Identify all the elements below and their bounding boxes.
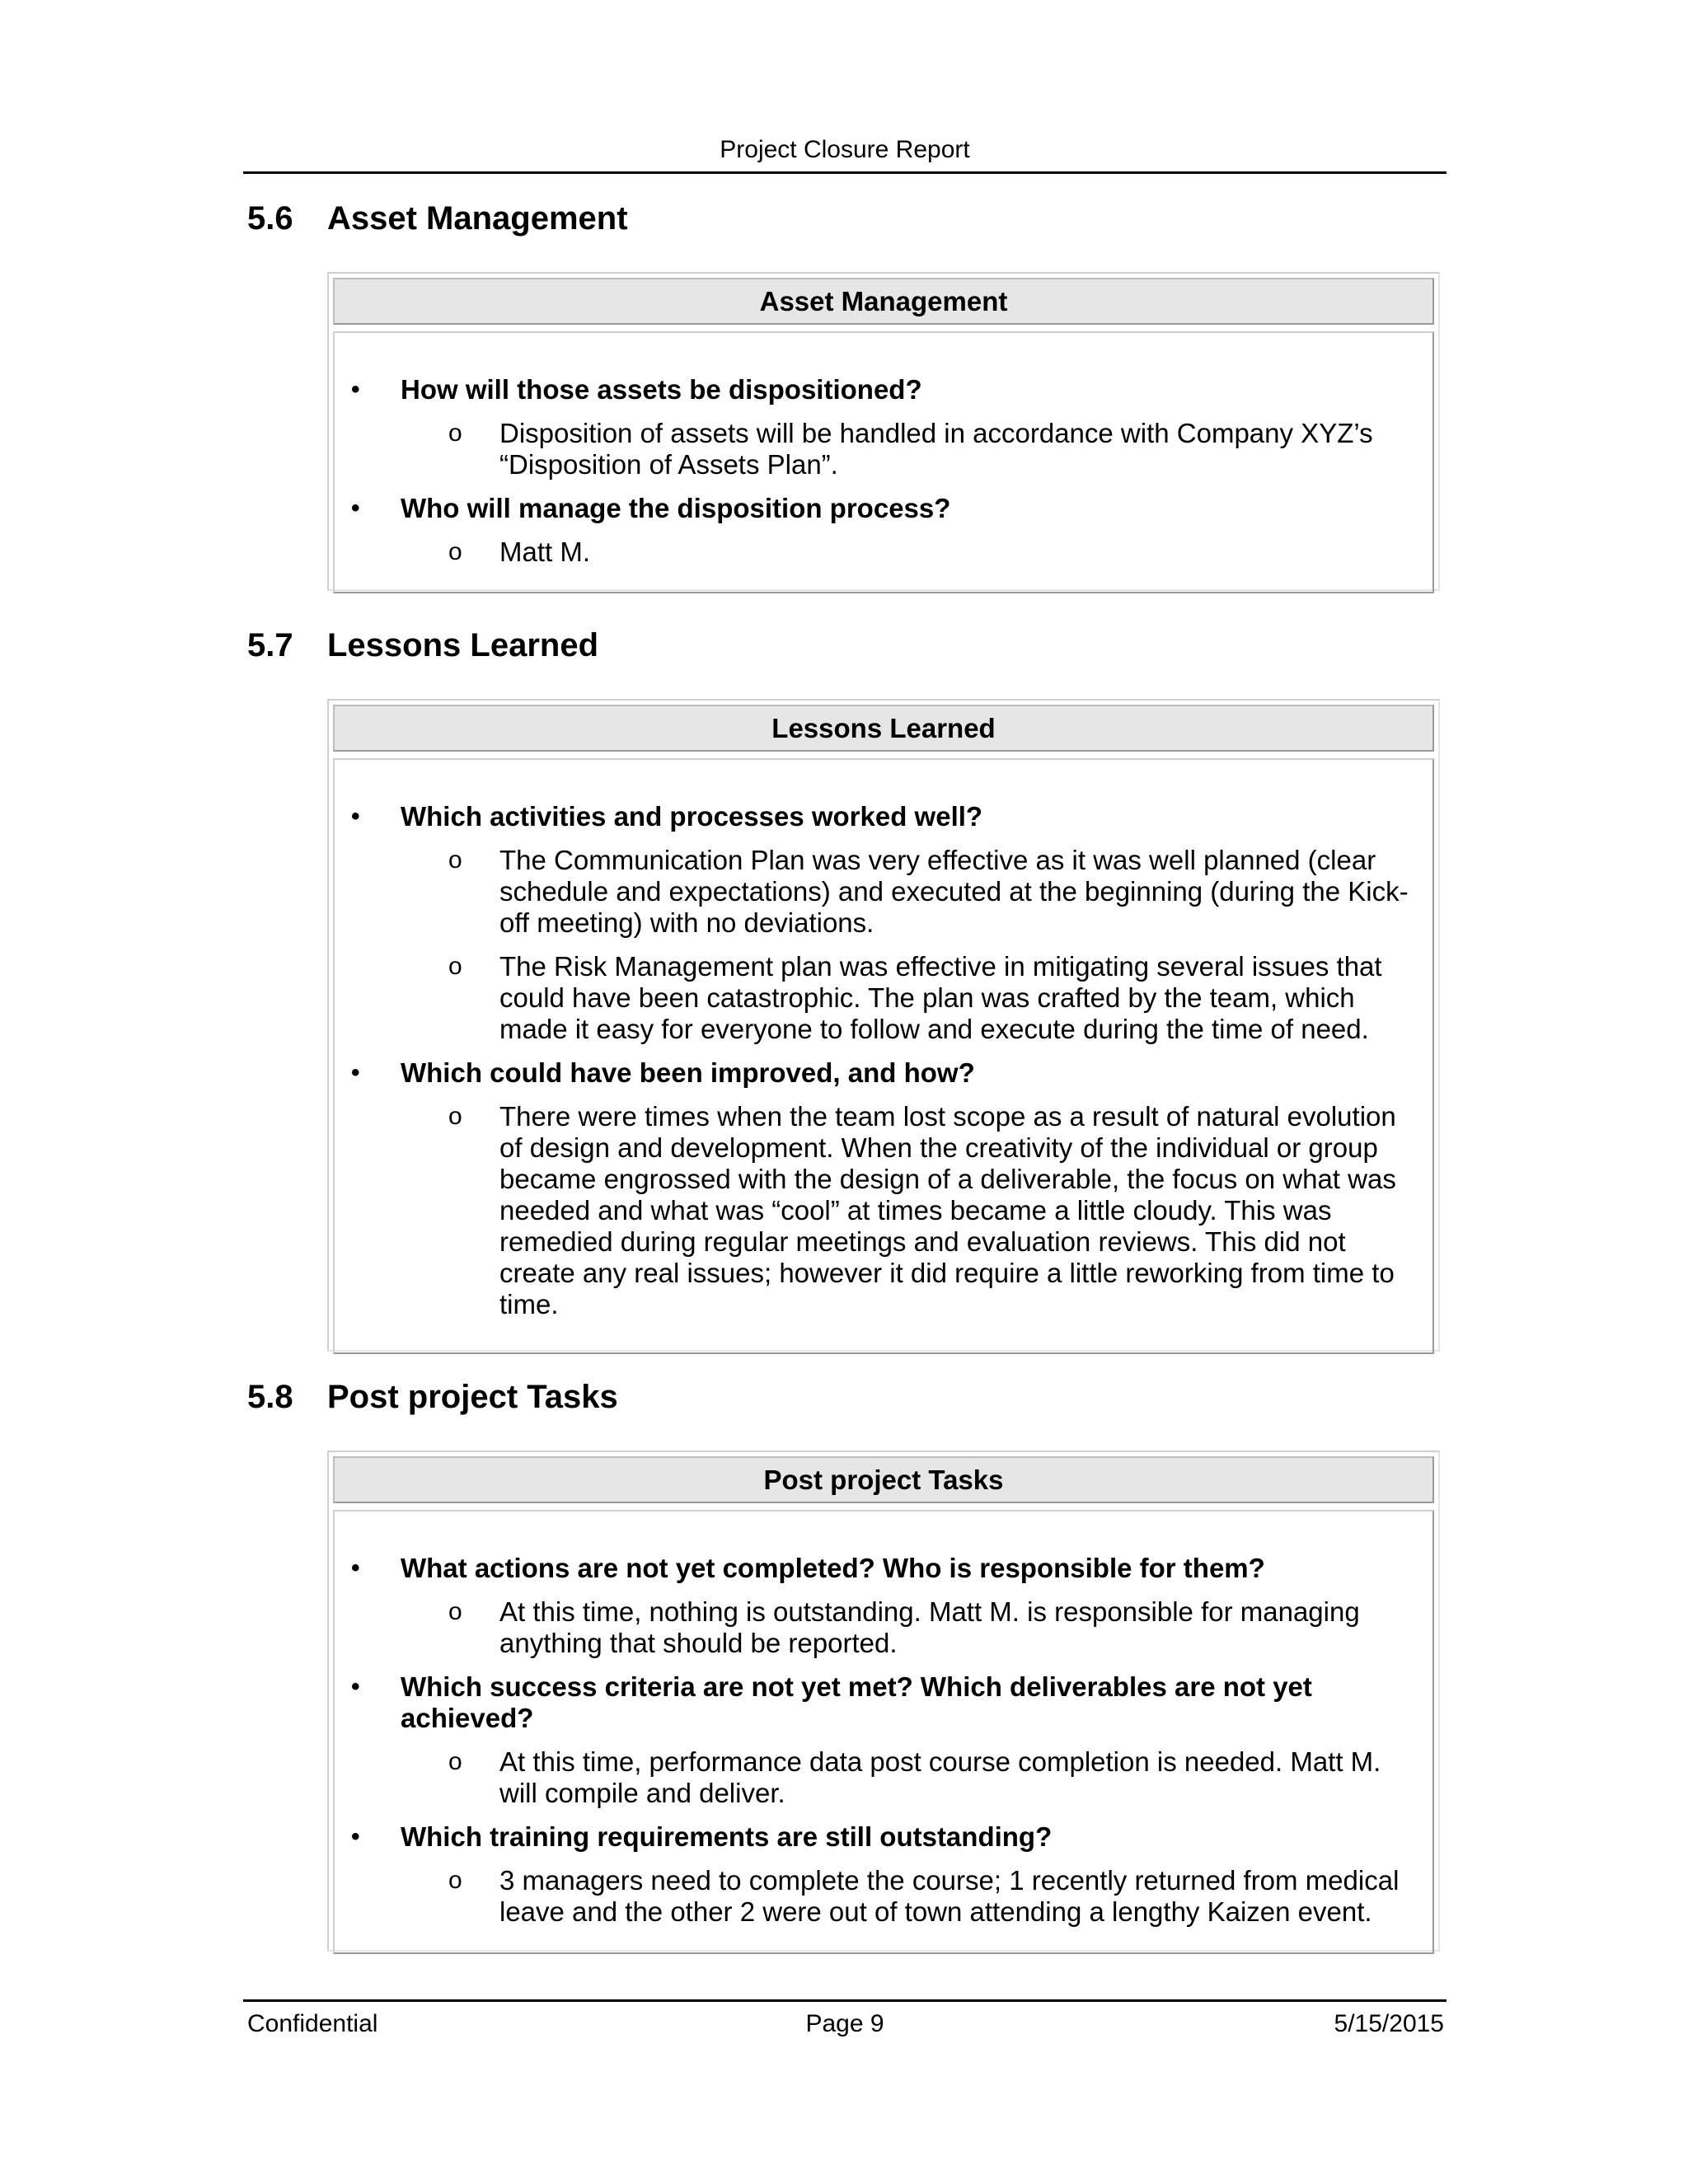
question-text: Which activities and processes worked well? [401,801,983,832]
section-title: Lessons Learned [327,627,599,663]
answer-item [335,418,1416,480]
page-footer [243,1999,1447,2043]
answer-item [335,951,1416,1045]
sub-bullet-icon: o [448,538,462,565]
footer-confidential: Confidential [247,2010,378,2037]
sub-bullet-icon: o [448,953,462,980]
bullet-icon: • [351,1673,360,1700]
sub-bullet-icon: o [448,1748,462,1775]
answer-item [335,1865,1416,1928]
answer-item [335,1101,1416,1320]
answer-text: There were times when the team lost scope as a result of natural evolution of design and development. When the creativity of the individual or group became engrossed with the design of a deliverable, the focus on what was needed and what was “cool” at times became a little cloudy. This was remedied during regular meetings and evaluation reviews. This did not create any real issues; however it did require a little reworking from time to time. [499,1101,1396,1319]
section-number: 5.6 [247,200,293,237]
lessons-learned-table [327,699,1440,1352]
sub-bullet-icon: o [448,1867,462,1894]
answer-text: Disposition of assets will be handled in accordance with Company XYZ’s “Disposition of Assets Plan”. [499,418,1373,480]
question-text: How will those assets be dispositioned? [401,374,922,405]
section-title: Asset Management [327,200,628,237]
post-project-tasks-table [327,1451,1440,1952]
answer-text: The Communication Plan was very effective as it was well planned (clear schedule and expectations) and executed at the beginning (during the Kick-off meeting) with no deviations. [499,845,1409,938]
answer-text: The Risk Management plan was effective in mitigating several issues that could have been catastrophic. The plan was crafted by the team, which made it easy for everyone to follow and execute during the time of need. [499,951,1382,1044]
question-item [335,801,1416,832]
footer-date: 5/15/2015 [1334,2010,1444,2037]
question-item [335,1553,1416,1584]
answer-item [335,1596,1416,1659]
answer-item [335,845,1416,939]
question-item [335,493,1416,524]
asset-management-table [327,272,1440,591]
answer-text: At this time, nothing is outstanding. Matt M. is responsible for managing anything that should be reported. [499,1596,1360,1658]
footer-page-number: Page 9 [805,2010,884,2037]
bullet-icon: • [351,1554,360,1582]
question-text: Which could have been improved, and how? [401,1057,975,1088]
section-heading-asset-management [247,198,628,239]
bullet-icon: • [351,1059,360,1086]
question-item [335,1821,1416,1853]
question-text: What actions are not yet completed? Who is responsible for them? [401,1553,1265,1583]
section-number: 5.7 [247,627,293,663]
table-header: Post project Tasks [333,1456,1434,1503]
question-item [335,1057,1416,1089]
table-body [333,758,1434,1354]
question-text: Who will manage the disposition process? [401,493,951,523]
sub-bullet-icon: o [448,1598,462,1625]
header-title: Project Closure Report [720,136,970,163]
question-item [335,374,1416,405]
sub-bullet-icon: o [448,1103,462,1130]
bullet-icon: • [351,1823,360,1850]
page-header [243,132,1447,174]
bullet-icon: • [351,376,360,403]
sub-bullet-icon: o [448,846,462,874]
table-body [333,1510,1434,1954]
question-text: Which training requirements are still outstanding? [401,1821,1053,1852]
section-heading-post-project-tasks [247,1376,618,1418]
table-header: Asset Management [333,278,1434,325]
answer-text: 3 managers need to complete the course; 1 recently returned from medical leave and the other 2 were out of town attending a lengthy Kaizen event. [499,1865,1400,1927]
bullet-icon: • [351,494,360,522]
sub-bullet-icon: o [448,419,462,447]
answer-text: Matt M. [499,537,591,567]
question-text: Which success criteria are not yet met? Which deliverables are not yet achieved? [401,1671,1312,1733]
answer-item [335,1746,1416,1809]
table-body [333,331,1434,593]
question-item [335,1671,1416,1734]
answer-text: At this time, performance data post course completion is needed. Matt M. will compile and deliver. [499,1746,1381,1808]
table-header: Lessons Learned [333,705,1434,752]
answer-item [335,537,1416,568]
section-title: Post project Tasks [327,1379,618,1415]
section-number: 5.8 [247,1379,293,1415]
bullet-icon: • [351,803,360,830]
section-heading-lessons-learned [247,625,598,666]
